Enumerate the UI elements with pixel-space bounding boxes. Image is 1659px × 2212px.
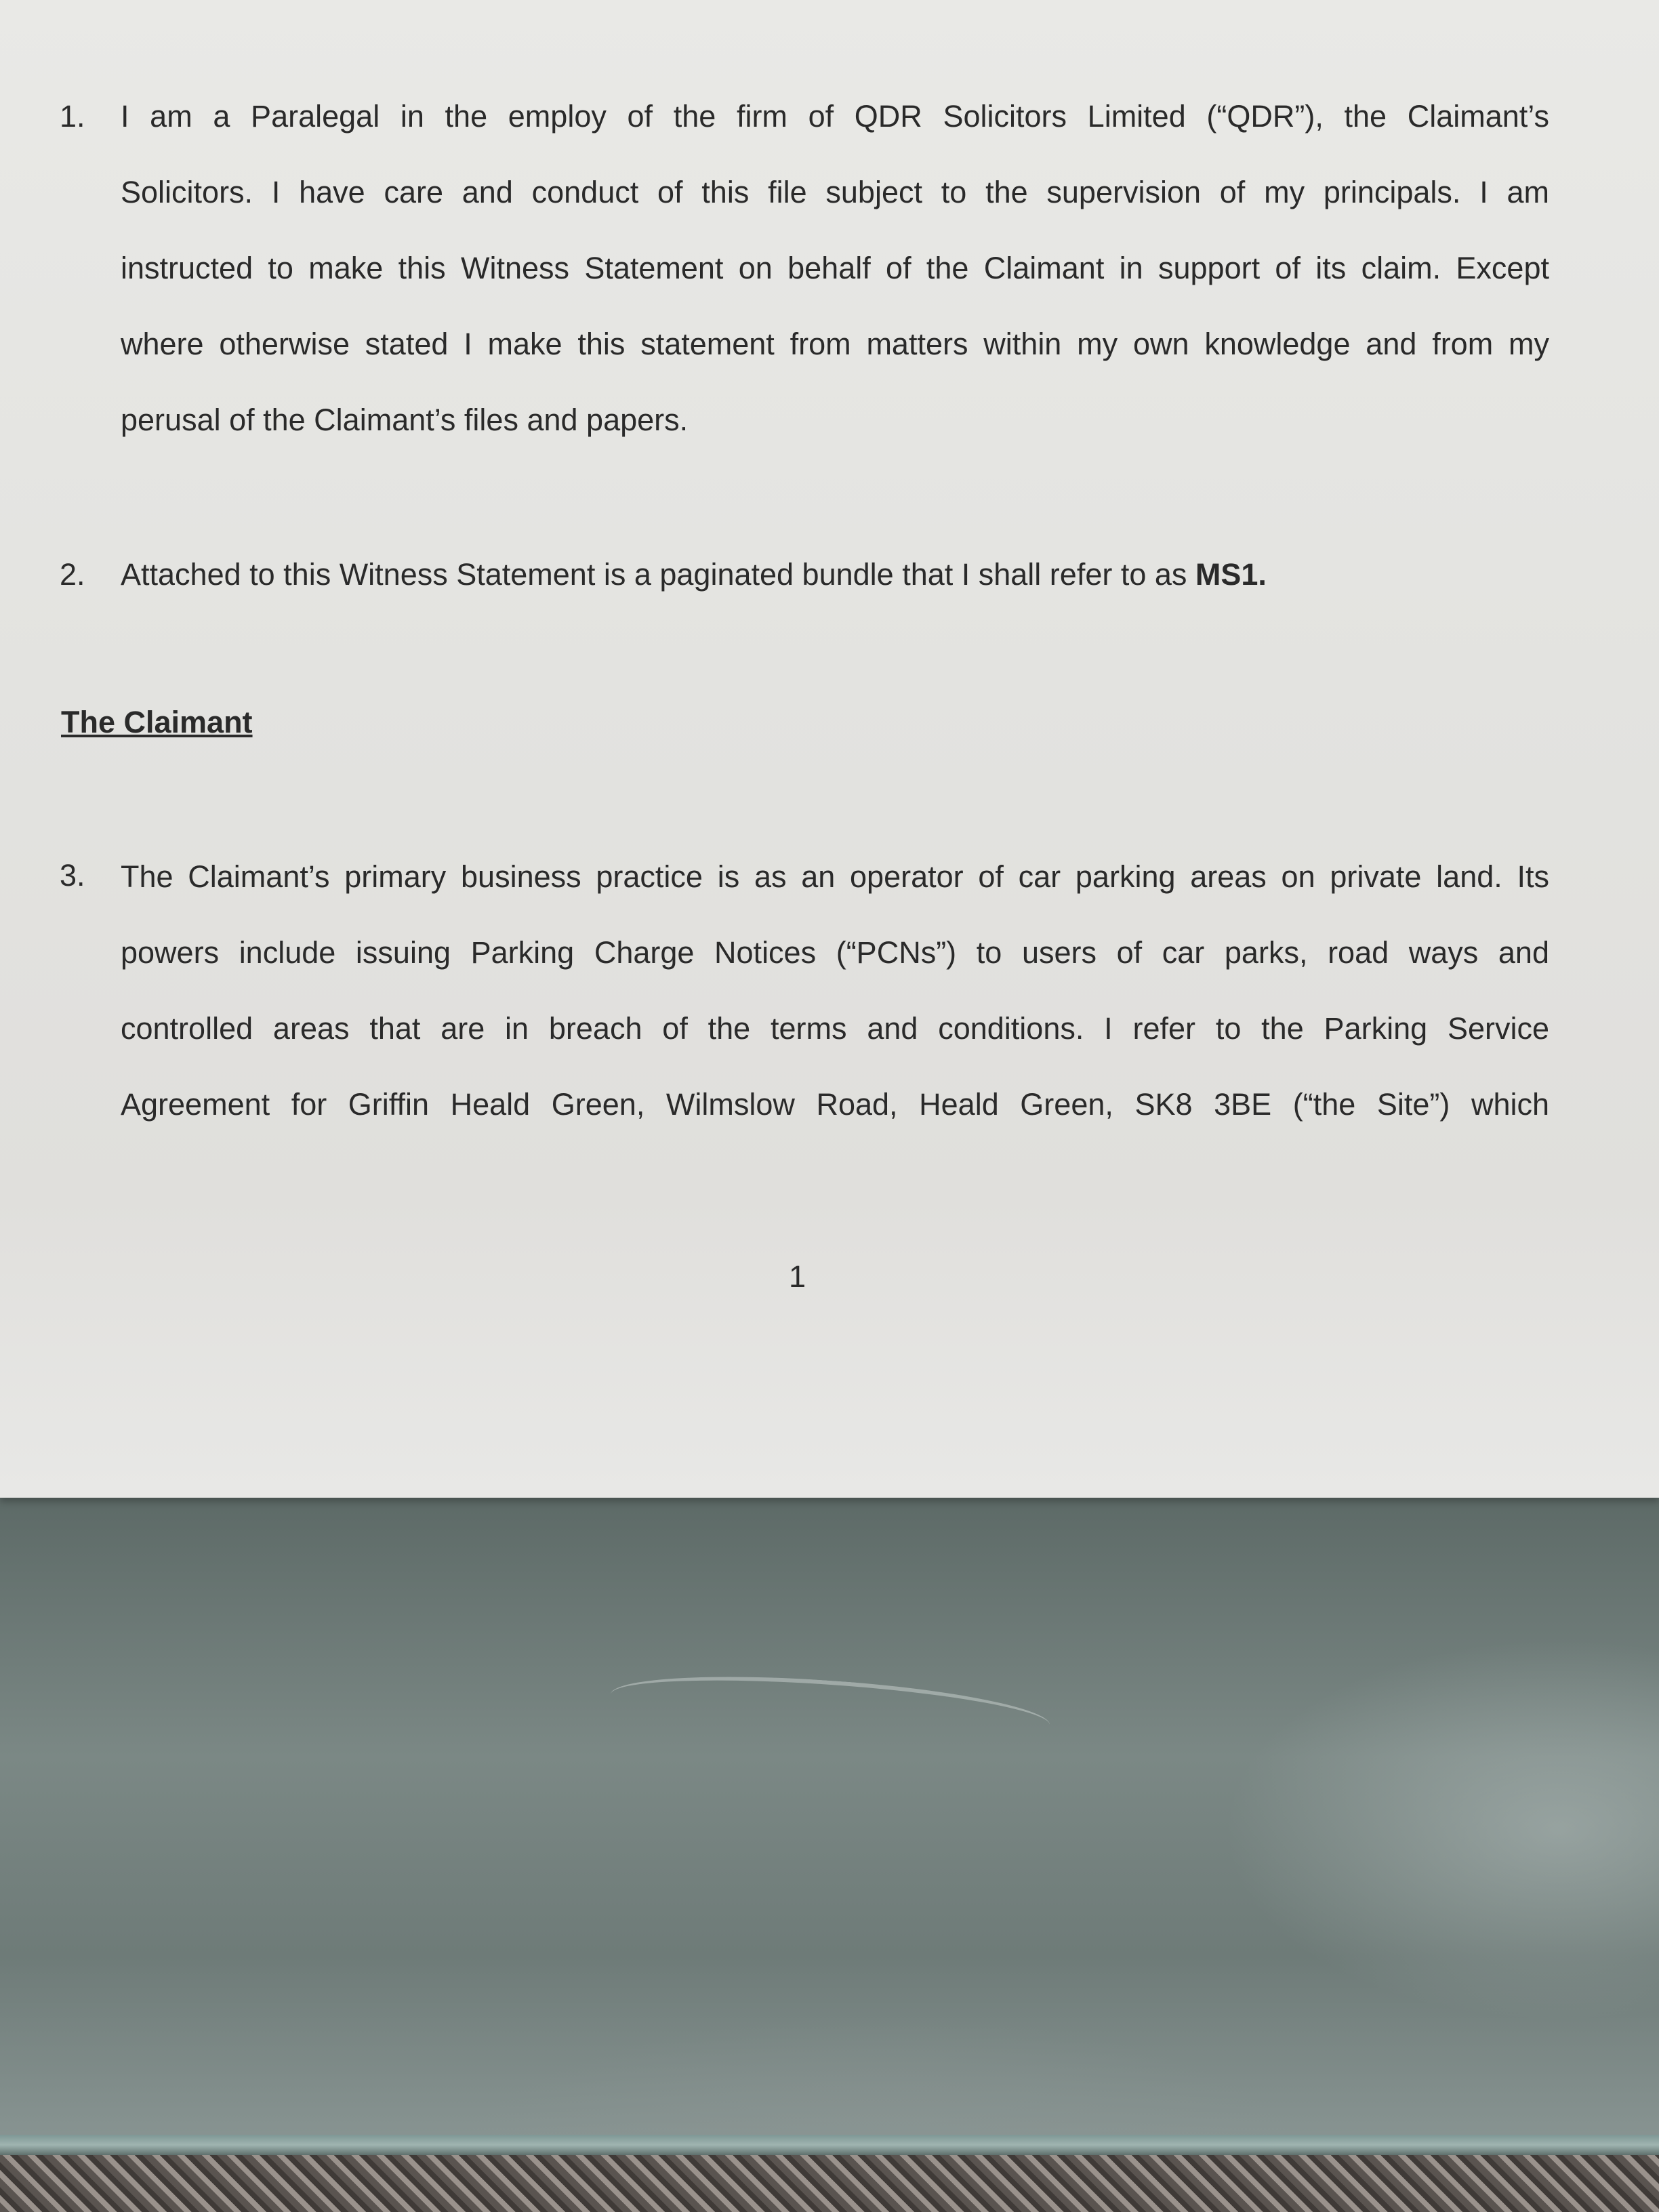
paragraph-line (121, 557, 1549, 592)
exhibit-reference: MS1. (1195, 557, 1267, 592)
paragraph-line: instructed to make this Witness Statement on behalf of the Claimant in support of its claim. Except (121, 251, 1549, 285)
glass-table-surface (0, 1491, 1659, 2155)
paragraph-line: controlled areas that are in breach of the terms and conditions. I refer to the Parking Service (121, 1011, 1549, 1046)
section-heading: The Claimant (61, 705, 253, 739)
paragraph-line: where otherwise stated I make this statement from matters within my own knowledge and from my (121, 327, 1549, 361)
paragraph-line: perusal of the Claimant’s files and papers. (121, 403, 689, 437)
paragraph-line: powers include issuing Parking Charge Notices (“PCNs”) to users of car parks, road ways and (121, 935, 1549, 970)
paragraph-number: 3. (60, 858, 85, 893)
paragraph-number: 1. (60, 99, 85, 134)
paragraph-number: 2. (60, 557, 85, 592)
paragraph-line: I am a Paralegal in the employ of the firm of QDR Solicitors Limited (“QDR”), the Claimant’s (121, 99, 1549, 134)
paragraph-line: Solicitors. I have care and conduct of this file subject to the supervision of my principals. I am (121, 175, 1549, 209)
paragraph-line: The Claimant’s primary business practice is as an operator of car parking areas on private land. Its (121, 859, 1549, 894)
paragraph-text: Attached to this Witness Statement is a paginated bundle that I shall refer to as (121, 557, 1195, 592)
glass-table-edge (0, 2135, 1659, 2155)
paragraph-line: Agreement for Griffin Heald Green, Wilmslow Road, Heald Green, SK8 3BE (“the Site”) which (121, 1087, 1549, 1122)
page-number: 1 (789, 1259, 806, 1294)
carpet-background (0, 2155, 1659, 2212)
